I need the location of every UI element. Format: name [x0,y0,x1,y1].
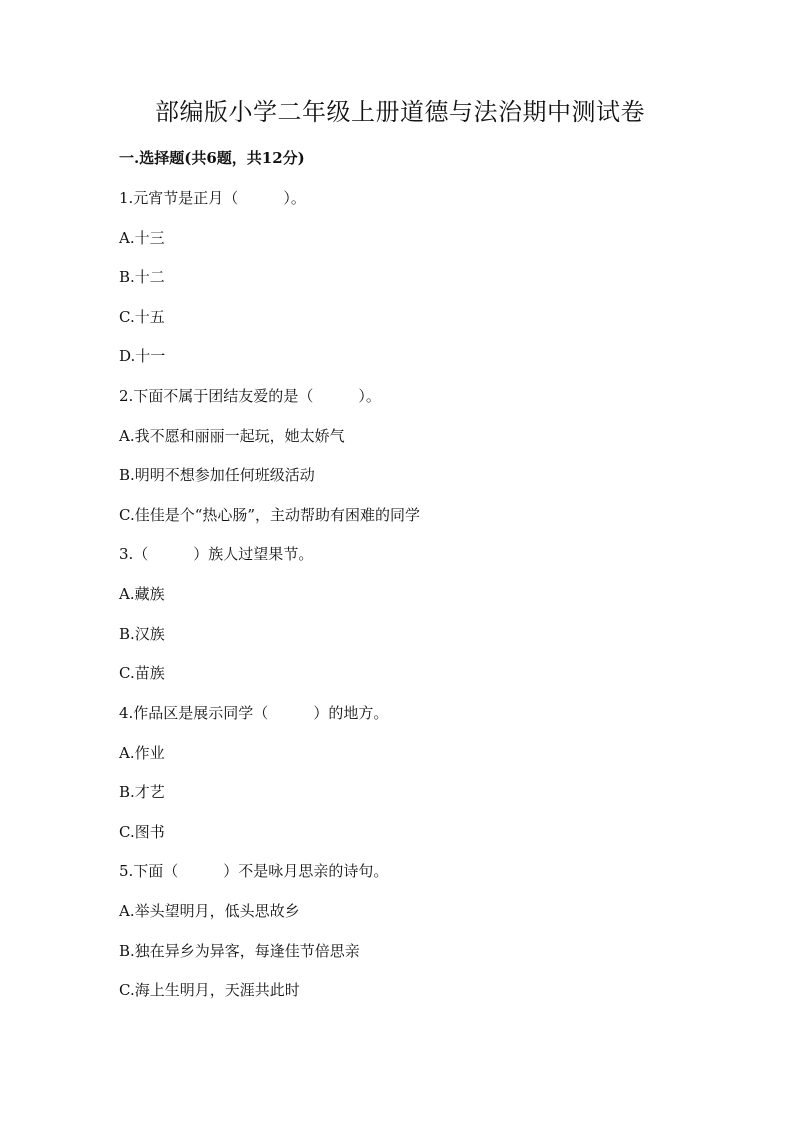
question-1-option-a: A.十三 [119,229,165,247]
question-1-option-b: B.十二 [119,268,165,286]
question-1: 1.元宵节是正月（ ）。 [119,189,306,207]
question-1-option-c: C.十五 [119,308,165,326]
question-1-option-d: D.十一 [119,347,166,365]
question-3: 3.（ ）族人过望果节。 [119,545,314,563]
question-5-option-c: C.海上生明月，天涯共此时 [119,981,300,999]
section-heading: 一.选择题(共6题，共12分) [119,149,305,167]
question-3-option-a: A.藏族 [119,585,165,603]
question-4-option-c: C.图书 [119,823,165,841]
question-3-option-b: B.汉族 [119,625,165,643]
question-5-option-a: A.举头望明月，低头思故乡 [119,902,300,920]
question-2-option-c: C.佳佳是个“热心肠”，主动帮助有困难的同学 [119,506,421,524]
question-2: 2.下面不属于团结友爱的是（ ）。 [119,387,381,405]
question-4-option-a: A.作业 [119,744,165,762]
question-5: 5.下面（ ）不是咏月思亲的诗句。 [119,862,389,880]
question-2-option-b: B.明明不想参加任何班级活动 [119,466,315,484]
question-4-option-b: B.才艺 [119,783,165,801]
question-3-option-c: C.苗族 [119,664,165,682]
page-title: 部编版小学二年级上册道德与法治期中测试卷 [155,98,645,126]
question-5-option-b: B.独在异乡为异客，每逢佳节倍思亲 [119,942,360,960]
question-2-option-a: A.我不愿和丽丽一起玩，她太娇气 [119,427,345,445]
question-4: 4.作品区是展示同学（ ）的地方。 [119,704,389,722]
